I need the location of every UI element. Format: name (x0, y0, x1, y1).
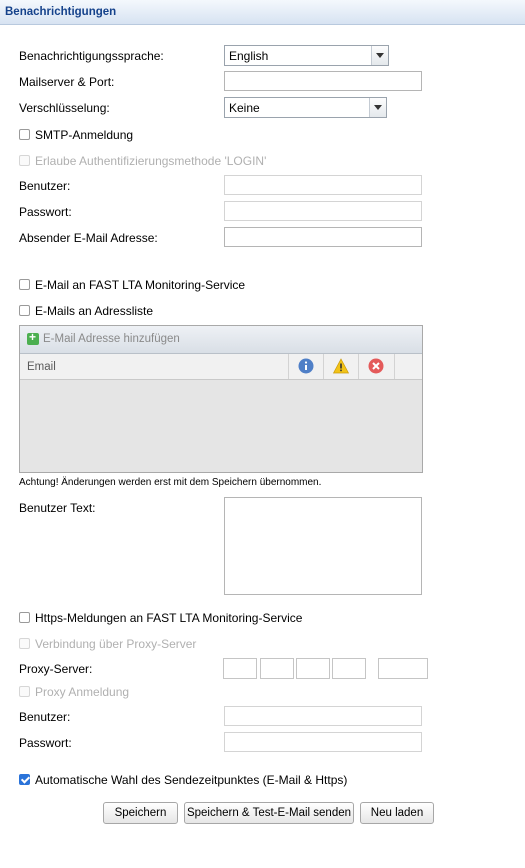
user-input[interactable] (224, 175, 422, 195)
proxy-octet-1-input[interactable] (223, 658, 257, 679)
proxy-user-label: Benutzer: (19, 710, 71, 724)
addresslist-label: E-Mails an Adressliste (35, 304, 154, 318)
proxy-auth-label: Proxy Anmeldung (35, 685, 130, 699)
proxy-password-label: Passwort: (19, 736, 72, 750)
proxy-connection-label: Verbindung über Proxy-Server (35, 637, 197, 651)
proxy-auth-checkbox[interactable] (19, 686, 30, 697)
save-notice: Achtung! Änderungen werden erst mit dem Speichern übernommen. (19, 477, 322, 488)
fast-mail-label: E-Mail an FAST LTA Monitoring-Service (35, 278, 246, 292)
fast-mail-checkbox[interactable] (19, 279, 30, 290)
reload-button[interactable]: Neu laden (360, 802, 434, 824)
sender-email-input[interactable] (224, 227, 422, 247)
chevron-down-icon[interactable] (371, 46, 388, 65)
column-email[interactable]: Email (27, 361, 56, 373)
proxy-server-label: Proxy-Server: (19, 662, 93, 676)
save-test-button[interactable]: Speichern & Test-E-Mail senden (184, 802, 354, 824)
proxy-user-input[interactable] (224, 706, 422, 726)
proxy-octet-3-input[interactable] (296, 658, 330, 679)
user-text-area[interactable] (224, 497, 422, 595)
https-label: Https-Meldungen an FAST LTA Monitoring-Service (35, 611, 303, 625)
encryption-label: Verschlüsselung: (19, 101, 110, 115)
address-grid (19, 325, 423, 473)
encryption-select[interactable] (224, 97, 387, 118)
column-spacer (394, 354, 423, 379)
error-icon (368, 358, 384, 374)
proxy-octet-2-input[interactable] (260, 658, 294, 679)
add-icon[interactable] (27, 333, 39, 345)
warning-icon (333, 358, 349, 374)
user-text-label: Benutzer Text: (19, 501, 96, 515)
addresslist-checkbox[interactable] (19, 305, 30, 316)
allow-login-checkbox[interactable] (19, 155, 30, 166)
auto-time-checkbox[interactable] (19, 774, 30, 785)
proxy-password-input[interactable] (224, 732, 422, 752)
save-button[interactable]: Speichern (103, 802, 178, 824)
smtp-auth-checkbox[interactable] (19, 129, 30, 140)
grid-header (20, 354, 422, 380)
language-value: English (229, 49, 269, 63)
panel-header (0, 0, 525, 25)
password-label: Passwort: (19, 205, 72, 219)
info-icon (298, 358, 314, 374)
column-error[interactable] (358, 354, 394, 379)
column-warning[interactable] (323, 354, 358, 379)
allow-login-label: Erlaube Authentifizierungsmethode 'LOGIN' (35, 154, 267, 168)
mailserver-label: Mailserver & Port: (19, 75, 115, 89)
add-address-button[interactable]: E-Mail Adresse hinzufügen (43, 333, 180, 345)
https-checkbox[interactable] (19, 612, 30, 623)
smtp-auth-label: SMTP-Anmeldung (35, 128, 134, 142)
proxy-connection-checkbox[interactable] (19, 638, 30, 649)
mailserver-input[interactable] (224, 71, 422, 91)
user-label: Benutzer: (19, 179, 71, 193)
sender-label: Absender E-Mail Adresse: (19, 231, 158, 245)
language-label: Benachrichtigungssprache: (19, 49, 164, 63)
grid-toolbar (20, 326, 422, 354)
encryption-value: Keine (229, 101, 260, 115)
auto-time-label: Automatische Wahl des Sendezeitpunktes (E-Mail & Https) (35, 773, 348, 787)
proxy-port-input[interactable] (378, 658, 428, 679)
language-select[interactable] (224, 45, 389, 66)
password-input[interactable] (224, 201, 422, 221)
panel-title: Benachrichtigungen (5, 6, 117, 18)
chevron-down-icon[interactable] (369, 98, 386, 117)
column-info[interactable] (288, 354, 323, 379)
proxy-octet-4-input[interactable] (332, 658, 366, 679)
